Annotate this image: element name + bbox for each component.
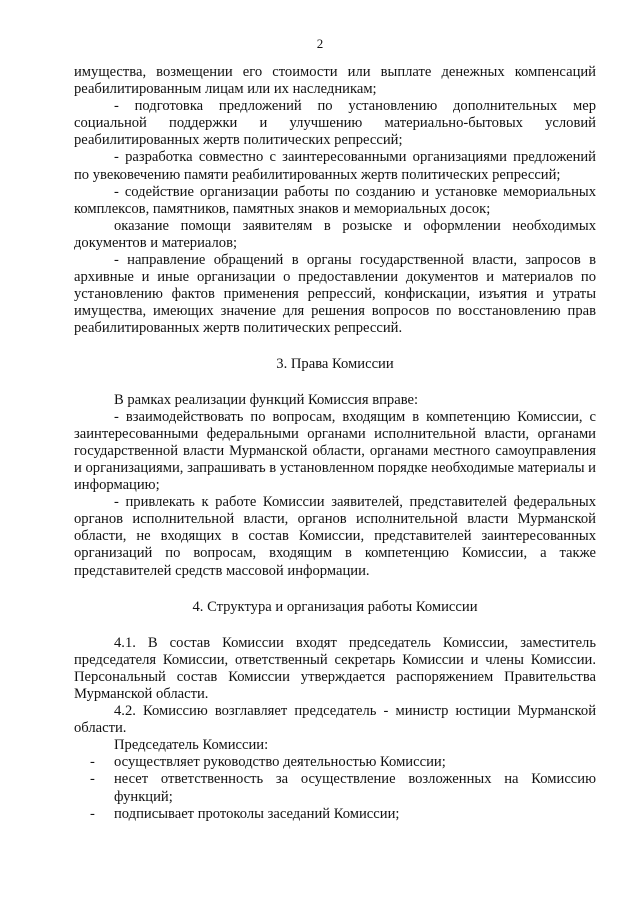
paragraph: 4.1. В состав Комиссии входят председатель Комиссии, заместитель председателя Комиссии, ответственный секретарь Комиссии и члены Комиссии. Персональный состав Комиссии утверждается распоряжением Правительства Мурманской области. [74, 634, 596, 702]
list-item: - осуществляет руководство деятельностью Комиссии; [90, 754, 446, 771]
paragraph: В рамках реализации функций Комиссия вправе: [114, 391, 419, 408]
paragraph: Председатель Комиссии: [114, 737, 269, 754]
chairman-duties-list [74, 754, 596, 822]
paragraph: - разработка совместно с заинтересованными организациями предложений по увековечению памяти реабилитированных жертв политических репрессий; [74, 149, 596, 183]
paragraph: имущества, возмещении его стоимости или выплате денежных компенсаций реабилитированным лицам или их наследникам; [74, 64, 596, 98]
list-item: - несет ответственность за осуществление возложенных на Комиссию функций; [90, 771, 596, 805]
page-number: 2 [316, 36, 324, 51]
dash-bullet: - [90, 771, 95, 788]
section-heading-4: 4. Структура и организация работы Комиссии [192, 598, 478, 615]
paragraph: - содействие организации работы по созданию и установке мемориальных комплексов, памятников, памятных знаков и мемориальных досок; [74, 183, 596, 217]
document-body [74, 64, 596, 823]
paragraph: - направление обращений в органы государственной власти, запросов в архивные и иные организации о предоставлении документов и материалов по установлению фактов применения репрессий, конфискации, изъятия и утраты имущества, имеющих значение для решения вопросов по восстановлению прав реабилитированных жертв политических репрессий. [74, 252, 596, 337]
paragraph: - привлекать к работе Комиссии заявителей, представителей федеральных органов исполнительной власти, органов исполнительной власти Мурманской области, не входящих в состав Комиссии, представителей заинтересованных организаций по вопросам, входящим в компетенцию Комиссии, а также представителей средств массовой информации. [74, 494, 596, 579]
paragraph: 4.2. Комиссию возглавляет председатель - министр юстиции Мурманской области. [74, 703, 596, 737]
paragraph: оказание помощи заявителям в розыске и оформлении необходимых документов и материалов; [74, 217, 596, 251]
list-item: - подписывает протоколы заседаний Комиссии; [90, 805, 400, 822]
section-heading-3: 3. Права Комиссии [276, 355, 394, 372]
paragraph: - подготовка предложений по установлению дополнительных мер социальной поддержки и улучшению материально-бытовых условий реабилитированных жертв политических репрессий; [74, 98, 596, 149]
dash-bullet: - [90, 805, 95, 822]
dash-bullet: - [90, 754, 95, 771]
paragraph: - взаимодействовать по вопросам, входящим в компетенцию Комиссии, с заинтересованными федеральными органами исполнительной власти, органами государственной власти Мурманской области, органами местного самоуправления и организациями, запрашивать в установленном порядке необходимые материалы и информацию; [74, 408, 596, 494]
